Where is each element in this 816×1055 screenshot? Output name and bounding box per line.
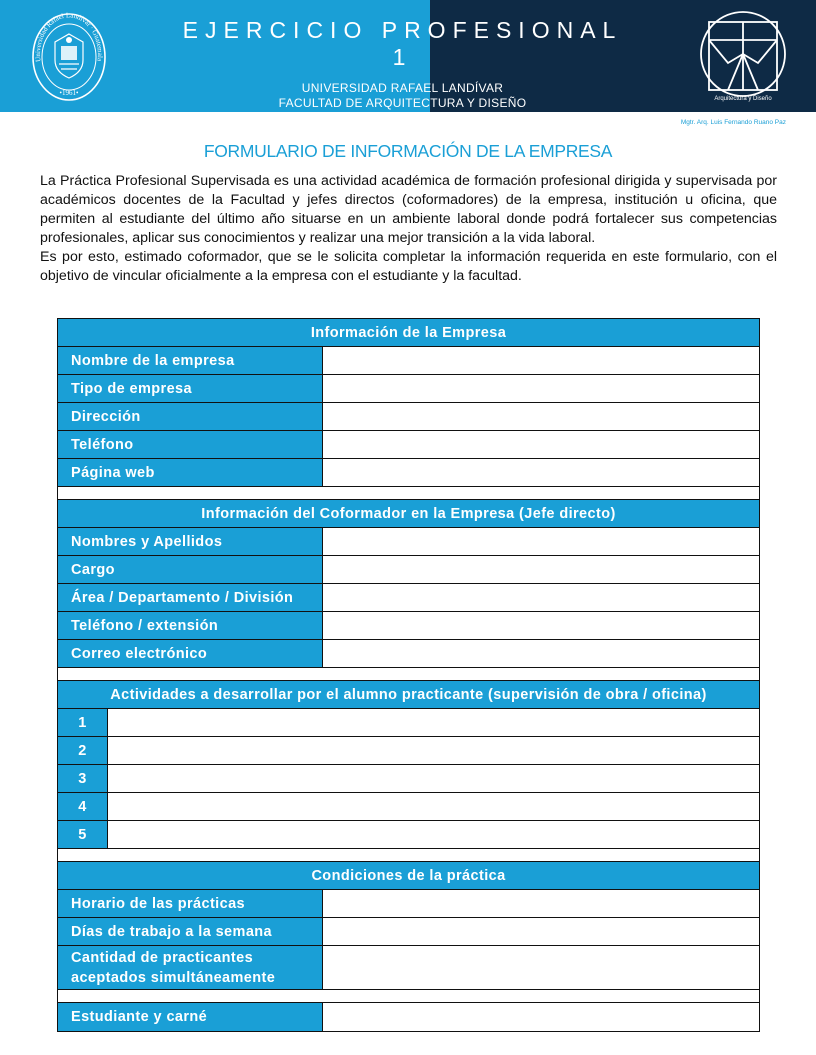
coformador-department-field[interactable] [323,584,759,611]
form-row [58,640,759,668]
field-label: Nombres y Apellidos [58,528,323,555]
header-semester: PRIMER SEMESTRE 2024 [326,111,479,125]
intro-paragraph-1: La Práctica Profesional Supervisada es una actividad académica de formación profesional dirigida y supervisada por académicos docentes de la Facultad y jefes directos (coformadores) de la empresa, institución u oficina, que permiten al estudiante del último año situarse en un ambiente laboral donde podrá fortalecer sus competencias profesionales, aplicar sus conocimientos y realizar una mejor transición a la vida laboral. [40,173,777,246]
form-row [58,946,759,990]
field-label: Correo electrónico [58,640,323,667]
section-spacer [58,990,759,1003]
section-company-heading: Información de la Empresa [58,319,759,347]
section-conditions-heading: Condiciones de la práctica [58,862,759,890]
company-address-field[interactable] [323,403,759,430]
activity-number: 4 [58,793,108,820]
activity-row [58,765,759,793]
field-label: Cargo [58,556,323,583]
company-type-field[interactable] [323,375,759,402]
intro-paragraph-2: Es por esto, estimado coformador, que se le solicita completar la información requerida en este formulario, con el objetivo de vincular oficialmente a la empresa con el estudiante y la facultad. [40,249,777,284]
course-title: EJERCICIO PROFESIONAL 1 [182,17,623,70]
header-university: UNIVERSIDAD RAFAEL LANDÍVAR [301,81,504,95]
header-text-block [180,0,625,126]
seal-year: •1961• [59,89,79,97]
faculty-logo-caption: Arquitectura y Diseño [714,96,772,102]
field-label: Dirección [58,403,323,430]
form-row [58,431,759,459]
form-row [58,347,759,375]
coformador-name-field[interactable] [323,528,759,555]
section-spacer [58,487,759,500]
field-label: Página web [58,459,323,486]
section-activities-heading: Actividades a desarrollar por el alumno practicante (supervisión de obra / oficina) [58,681,759,709]
company-name-field[interactable] [323,347,759,374]
field-label: Teléfono [58,431,323,458]
field-label: Área / Departamento / División [58,584,323,611]
field-label: Nombre de la empresa [58,347,323,374]
form-row [58,459,759,487]
field-label: Horario de las prácticas [58,890,323,917]
form-row [58,584,759,612]
coformador-email-field[interactable] [323,640,759,667]
activity-field-3[interactable] [108,765,759,792]
form-row [58,1003,759,1031]
field-label: Tipo de empresa [58,375,323,402]
activity-number: 3 [58,765,108,792]
workdays-field[interactable] [323,918,759,945]
coformador-position-field[interactable] [323,556,759,583]
schedule-field[interactable] [323,890,759,917]
field-label: Días de trabajo a la semana [58,918,323,945]
section-coformador-heading: Información del Coformador en la Empresa (Jefe directo) [58,500,759,528]
activity-field-5[interactable] [108,821,759,848]
intro-text [40,172,777,286]
student-id-field[interactable] [323,1003,759,1031]
form-row [58,403,759,431]
author-credit: Mgtr. Arq. Luis Fernando Ruano Paz [680,119,786,126]
activity-field-2[interactable] [108,737,759,764]
faculty-vitruvian-logo [698,8,788,106]
field-label: Estudiante y carné [58,1003,323,1031]
activity-row [58,737,759,765]
activity-field-4[interactable] [108,793,759,820]
activity-field-1[interactable] [108,709,759,736]
form-row [58,375,759,403]
company-phone-field[interactable] [323,431,759,458]
company-website-field[interactable] [323,459,759,486]
section-spacer [58,849,759,862]
company-form [57,318,760,1032]
form-row [58,612,759,640]
form-title: FORMULARIO DE INFORMACIÓN DE LA EMPRESA [203,141,613,161]
form-row [58,890,759,918]
activity-number: 2 [58,737,108,764]
form-row [58,918,759,946]
activity-row [58,709,759,737]
section-spacer [58,668,759,681]
activity-number: 5 [58,821,108,848]
field-label: Teléfono / extensión [58,612,323,639]
field-label: Cantidad de practicantes aceptados simultáneamente [58,946,323,989]
form-row [58,556,759,584]
seal-text: Universidad Rafael Landívar · Guatemala [33,12,105,63]
university-seal-logo [31,12,107,102]
simultaneous-interns-field[interactable] [323,946,759,989]
header-faculty: FACULTAD DE ARQUITECTURA Y DISEÑO [278,96,527,110]
activity-number: 1 [58,709,108,736]
coformador-phone-field[interactable] [323,612,759,639]
form-row [58,528,759,556]
activity-row [58,793,759,821]
activity-row [58,821,759,849]
